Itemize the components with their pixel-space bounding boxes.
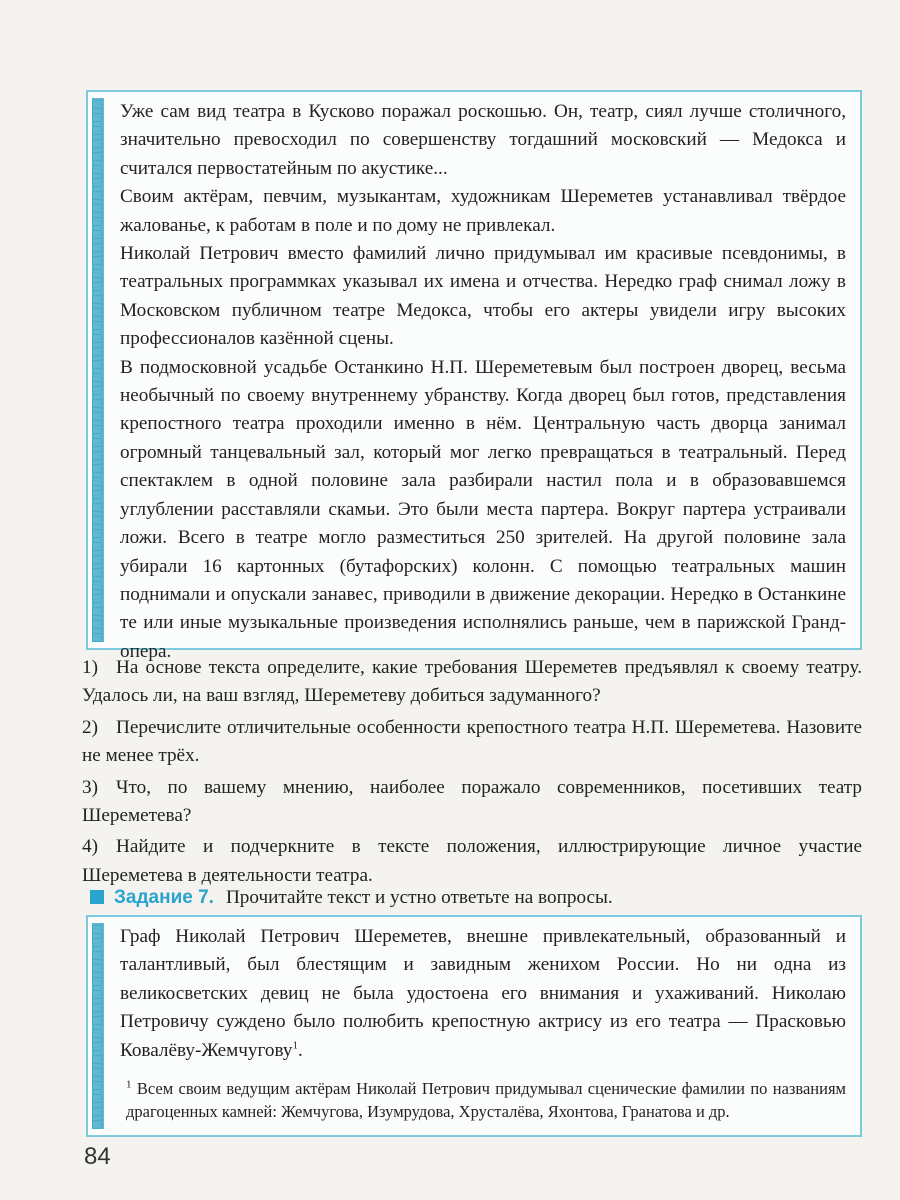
page-number: 84 [84,1143,111,1170]
paragraph-3: Николай Петрович вместо фамилий лично придумывал им красивые псевдонимы, в театральных программках указывал их имена и отчества. Нередко граф снимал ложу в Московском публичном театре Медокса, чтобы его актеры увидели игру высоких профессионалов казённой сцены. [120,243,846,350]
footnote [120,1077,846,1123]
question-number: 2) [82,716,98,738]
question-number: 3) [82,776,98,798]
paragraph-main-text: Граф Николай Петрович Шереметев, внешне привлекательный, образованный и талантливый, был блестящим и завидным женихом России. Но ни одна из великосветских девиц не была удостоена его внимания и ухаживаний. Николаю Петровичу суждено было полюбить крепостную актрису из его театра — Прасковью Ковалёву-Жемчугову [120,926,846,1061]
task-instruction: Прочитайте текст и устно ответьте на вопросы. [225,887,613,908]
question-text: Найдите и подчеркните в тексте положения, иллюстрирующие личное участие Шереметева в деятельности театра. [82,836,862,886]
binder-rings-decoration [92,923,104,1129]
reading-text-2 [120,923,846,1123]
paragraph-1: Уже сам вид театра в Кусково поражал роскошью. Он, театр, сиял лучше столичного, значительно превосходил по совершенству тогдашний московский — Медокса и считался первостатейным по акустике... [120,101,846,179]
footnote-text: Всем своим ведущим актёрам Николай Петрович придумывал сценические фамилии по названиям драгоценных камней: Жемчугова, Изумрудова, Хрусталёва, Яхонтова, Гранатова и др. [126,1079,847,1122]
reading-text [120,98,846,666]
question-text: На основе текста определите, какие требования Шереметев предъявлял к своему театру. Удалось ли, на ваш взгляд, Шереметеву добиться задуманного? [82,657,862,707]
reading-text-box [86,90,862,662]
binder-rings-decoration [92,98,104,642]
question-text: Перечислите отличительные особенности крепостного театра Н.П. Шереметева. Назовите не менее трёх. [82,716,862,767]
paragraph-main: Граф Николай Петрович Шереметев, внешне привлекательный, образованный и талантливый, был блестящим и завидным женихом России. Но ни одна из великосветских девиц не была удостоена его внимания и ухаживаний. Николаю Петровичу суждено было полюбить крепостную актрису из его театра — Прасковью Ковалёву-Жемчугову$^1$. [120,926,846,1061]
question-item [82,654,862,711]
question-item [82,833,862,890]
question-number: 1) [82,657,98,678]
question-text: Что, по вашему мнению, наиболее поражало современников, посетивших театр Шереметева? [82,776,862,827]
task-marker-icon [90,890,104,904]
question-item [82,774,862,831]
task-label: Задание 7. [114,887,214,908]
paragraph-4: В подмосковной усадьбе Останкино Н.П. Шереметевым был построен дворец, весьма необычный по своему внутреннему убранству. Когда дворец был готов, представления крепостного театра проходили именно в нём. Центральную часть дворца занимал огромный танцевальный зал, который мог легко превращаться в театральный. Перед спектаклем в одной половине зала разбирали настил пола и в образовавшемся углублении расставляли скамьи. Это были места партера. Вокруг партера устраивали ложи. Всего в театре могло разместиться 250 зрителей. На другой половине зала убирали 16 картонных (бутафорских) колонн. С помощью театральных машин поднимали и опускали занавес, приводили в движение декорации. Нередко в Останкине те или иные музыкальные произведения исполнялись раньше, чем в парижской Гранд-опера. [120,356,846,662]
task-7-header [90,884,870,912]
footnote-mark: 1 [126,1078,132,1091]
question-item [82,714,862,771]
question-list [82,654,862,893]
reading-text-box-2 [86,915,862,1137]
question-number: 4) [82,836,98,858]
paragraph-2: Своим актёрам, певчим, музыкантам, художникам Шереметев устанавливал твёрдое жалованье, к работам в поле и по дому не привлекал. [120,186,846,236]
footnote-ref: 1 [292,1039,299,1052]
